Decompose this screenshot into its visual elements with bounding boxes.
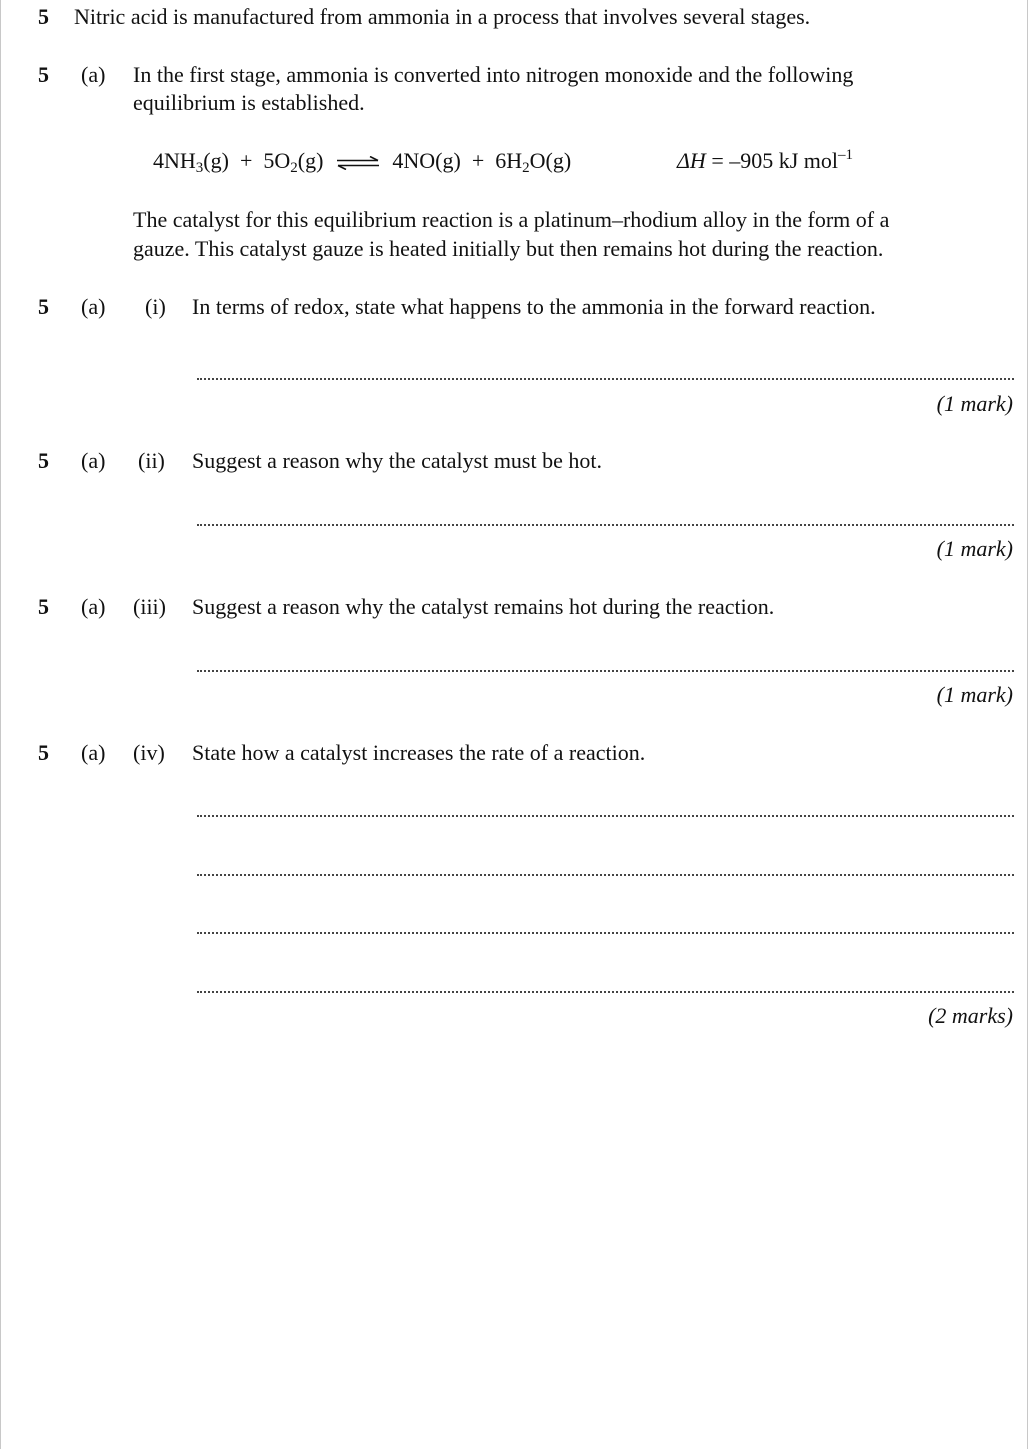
marks-label: (1 mark) (936, 536, 1013, 561)
question-text: Suggest a reason why the catalyst must be hot. (192, 448, 602, 473)
marks-label: (2 marks) (928, 1003, 1013, 1028)
sub-part-label: (i) (145, 294, 166, 319)
question-number: 5 (38, 594, 49, 619)
question-text: State how a catalyst increases the rate of a reaction. (192, 740, 646, 765)
reactant-oxygen: $5O_2(g)$ (263, 148, 324, 176)
answer-line[interactable] (197, 378, 1014, 380)
answer-line[interactable] (197, 815, 1014, 817)
equilibrium-arrow-icon (335, 156, 381, 170)
stem-line-2: equilibrium is established. (133, 90, 365, 115)
enthalpy-change: ΔH = –905 kJ mol$^{-1}$ (677, 147, 854, 173)
question-number: 5 (38, 4, 49, 29)
part-label: (a) (81, 740, 106, 765)
marks-label: (1 mark) (936, 391, 1013, 416)
product-water: $6H_2O(g)$ (495, 148, 572, 176)
answer-line[interactable] (197, 991, 1014, 993)
stem-line-1: In the first stage, ammonia is converted into nitrogen monoxide and the following (133, 62, 854, 87)
answer-line[interactable] (197, 670, 1014, 672)
catalyst-line-1: The catalyst for this equilibrium reaction is a platinum–rhodium alloy in the form of a (133, 207, 890, 232)
equilibrium-equation (153, 146, 571, 176)
question-number: 5 (38, 448, 49, 473)
answer-line[interactable] (197, 932, 1014, 934)
plus-sign: + (471, 148, 485, 173)
question-text: Suggest a reason why the catalyst remains hot during the reaction. (192, 594, 775, 619)
sub-part-label: (ii) (138, 448, 165, 473)
sub-part-label: (iv) (133, 740, 165, 765)
sub-part-label: (iii) (133, 594, 166, 619)
part-label: (a) (81, 448, 106, 473)
product-nitrogen-monoxide: 4NO(g) (392, 148, 461, 173)
catalyst-line-2: gauze. This catalyst gauze is heated initially but then remains hot during the reaction. (133, 236, 884, 261)
part-label: (a) (81, 594, 106, 619)
question-text: In terms of redox, state what happens to the ammonia in the forward reaction. (192, 294, 876, 319)
question-number: 5 (38, 740, 49, 765)
answer-line[interactable] (197, 524, 1014, 526)
part-label: (a) (81, 62, 106, 87)
plus-sign: + (239, 148, 253, 173)
reactant-ammonia: $4NH_3(g)$ (153, 148, 229, 176)
question-number: 5 (38, 294, 49, 319)
question-number: 5 (38, 62, 49, 87)
marks-label: (1 mark) (936, 682, 1013, 707)
part-label: (a) (81, 294, 106, 319)
answer-line[interactable] (197, 874, 1014, 876)
intro-text: Nitric acid is manufactured from ammonia in a process that involves several stages. (74, 4, 811, 29)
